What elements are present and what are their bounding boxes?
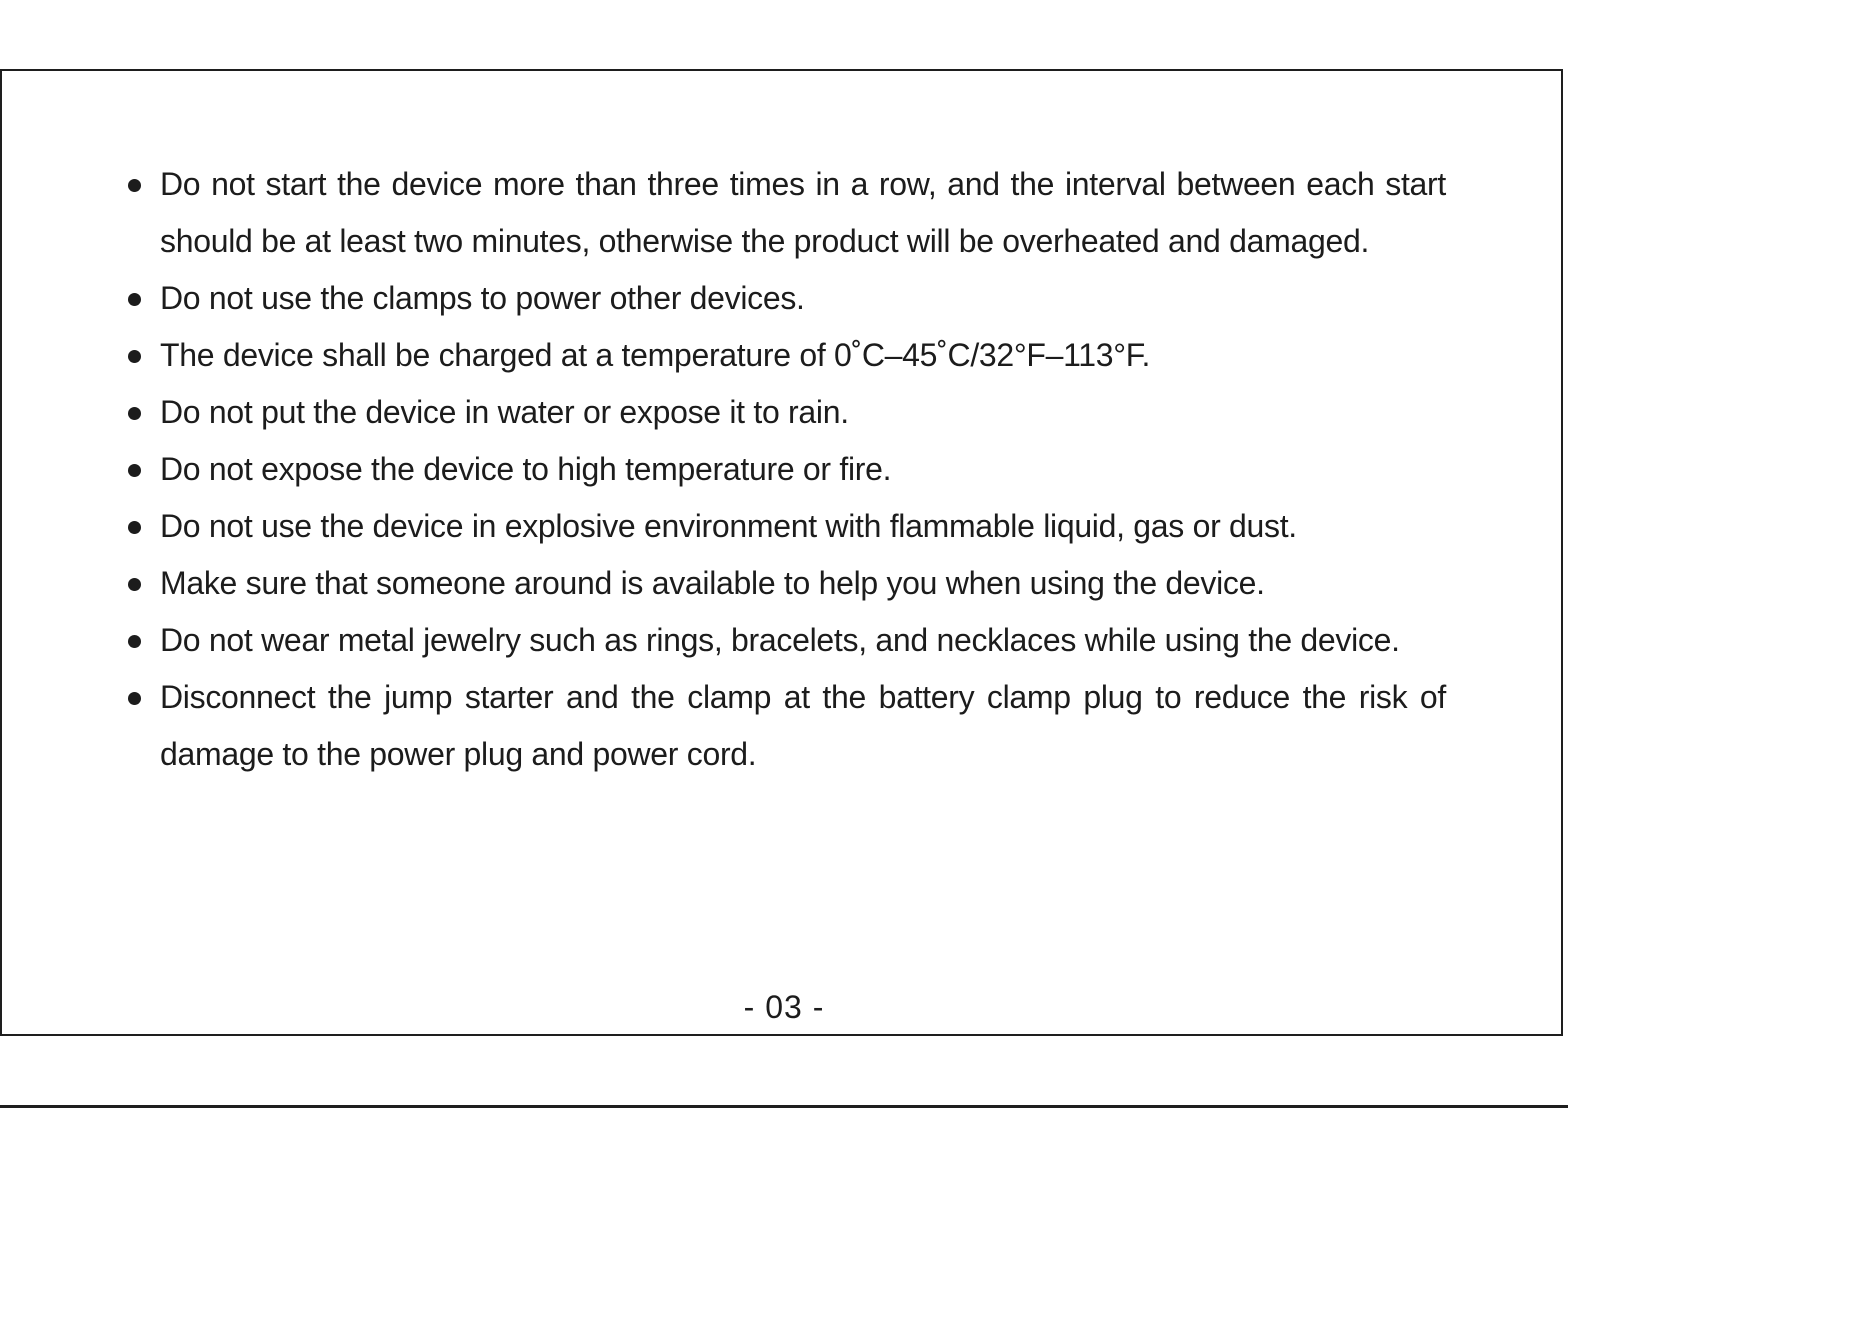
precaution-item [160, 156, 1446, 270]
precaution-item [160, 612, 1446, 669]
bottom-divider [0, 1105, 1568, 1108]
precaution-item [160, 441, 1446, 498]
precaution-item [160, 270, 1446, 327]
page-number: - 03 - [743, 989, 825, 1025]
bullet-icon [128, 578, 141, 591]
precaution-text: Disconnect the jump starter and the clamp at the battery clamp plug to reduce the risk of damage to the power plug and power cord. [160, 679, 1446, 772]
precaution-text: Do not use the device in explosive environment with flammable liquid, gas or dust. [160, 508, 1297, 544]
bullet-icon [128, 179, 141, 192]
precaution-text: Do not start the device more than three times in a row, and the interval between each start should be at least two minutes, otherwise the product will be overheated and damaged. [160, 166, 1446, 259]
precaution-item [160, 669, 1446, 783]
precaution-item [160, 555, 1446, 612]
precaution-text: The device shall be charged at a temperature of 0˚C–45˚C/32°F–113°F. [160, 337, 1151, 373]
precaution-item [160, 498, 1446, 555]
bullet-icon [128, 407, 141, 420]
bullet-icon [128, 350, 141, 363]
bullet-icon [128, 635, 141, 648]
precaution-item [160, 327, 1446, 384]
bullet-icon [128, 692, 141, 705]
precautions-list [160, 156, 1446, 783]
precaution-text: Do not put the device in water or expose it to rain. [160, 394, 849, 430]
bullet-icon [128, 521, 141, 534]
precaution-text: Do not use the clamps to power other devices. [160, 280, 805, 316]
precaution-text: Do not expose the device to high temperature or fire. [160, 451, 892, 487]
precaution-text: Do not wear metal jewelry such as rings, bracelets, and necklaces while using the device. [160, 622, 1400, 658]
precaution-item [160, 384, 1446, 441]
bullet-icon [128, 293, 141, 306]
precaution-text: Make sure that someone around is available to help you when using the device. [160, 565, 1265, 601]
bullet-icon [128, 464, 141, 477]
